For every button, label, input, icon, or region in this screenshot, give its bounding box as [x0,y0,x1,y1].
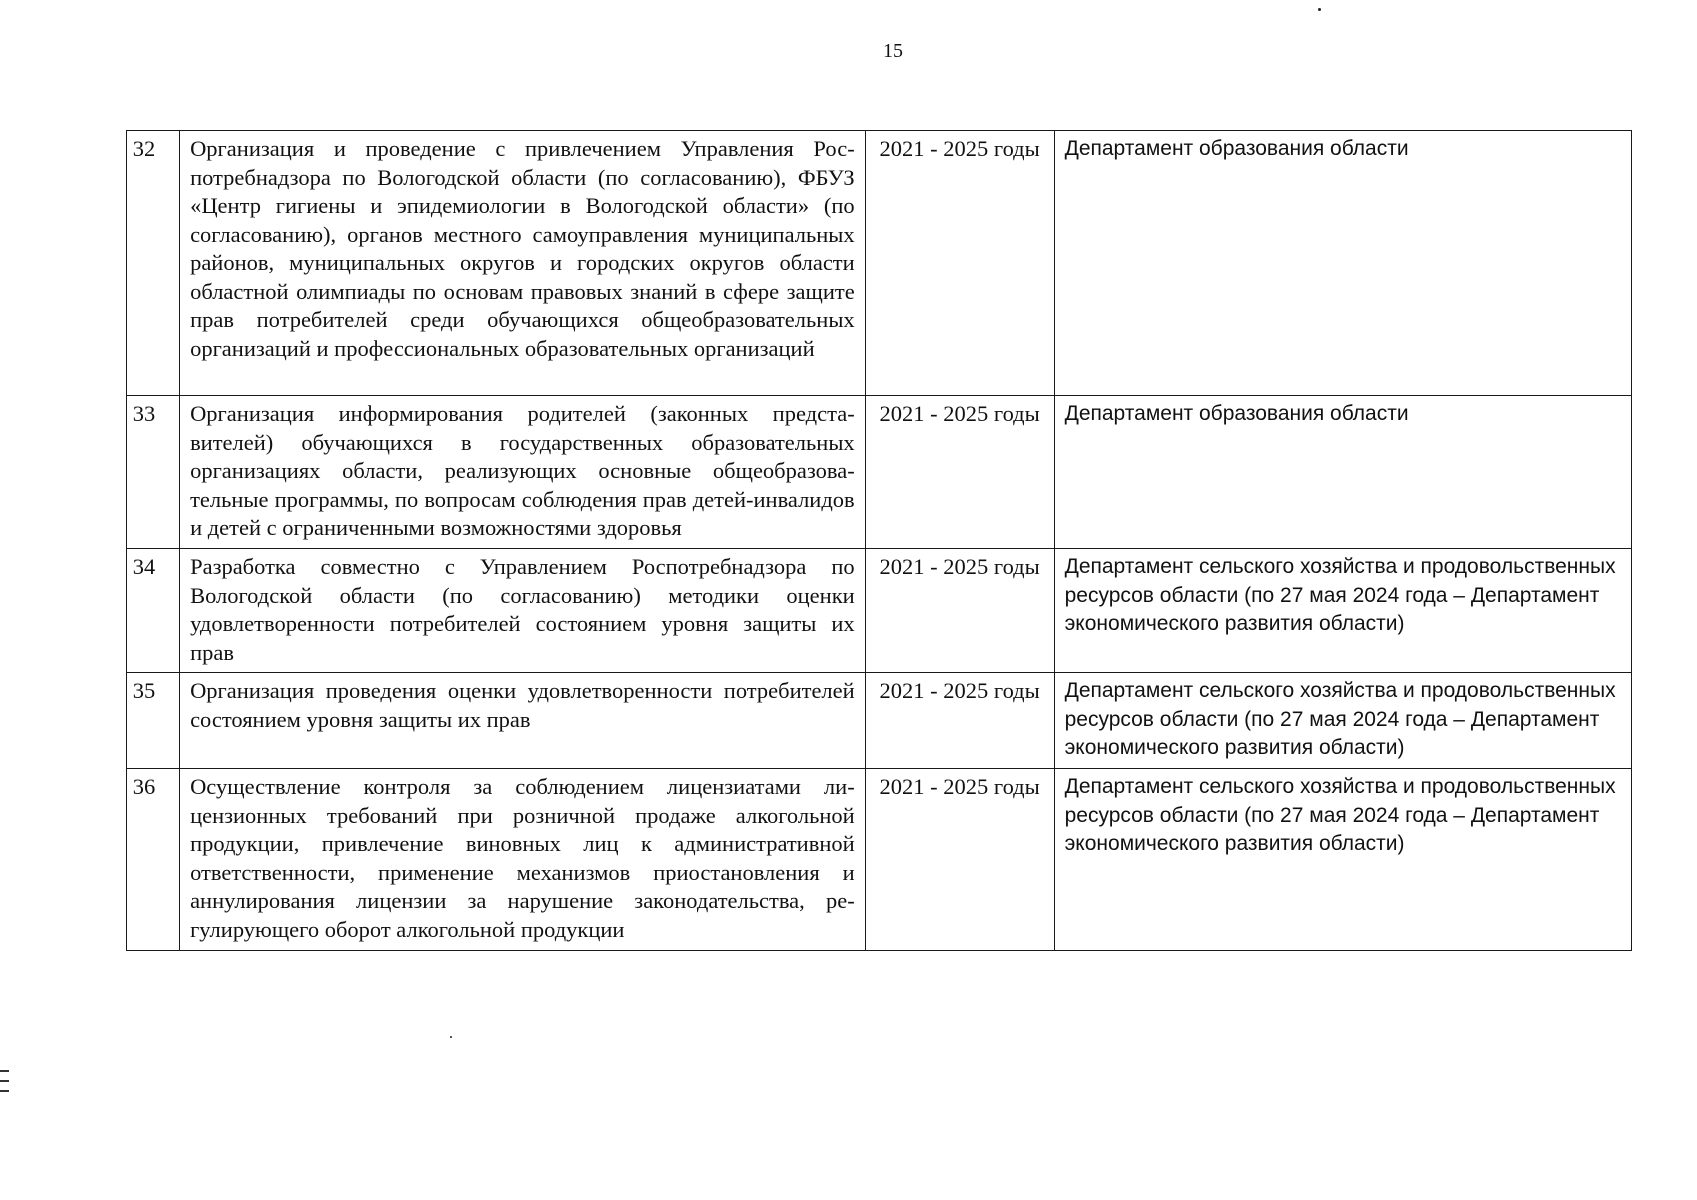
row-number: 34 [127,549,180,673]
table-row [127,769,1632,951]
row-number: 35 [127,673,180,769]
measure-description: Организация проведения оценки удовлетворенности потребителей состоянием уровня защиты их прав [180,673,866,769]
implementation-period: 2021 - 2025 годы [865,396,1054,549]
implementation-period: 2021 - 2025 годы [865,131,1054,396]
table-row [127,673,1632,769]
responsible-executor: Департамент сельского хозяйства и продовольственных ресурсов области (по 27 мая 2024 года – Департамент экономического развития области) [1054,549,1631,673]
scan-speck [450,1036,452,1038]
row-number: 32 [127,131,180,396]
responsible-executor: Департамент образования области [1054,396,1631,549]
responsible-executor: Департамент сельского хозяйства и продовольственных ресурсов области (по 27 мая 2024 года – Департамент экономического развития области) [1054,673,1631,769]
responsible-executor: Департамент образования области [1054,131,1631,396]
implementation-period: 2021 - 2025 годы [865,673,1054,769]
measure-description: Осуществление контроля за соблюдением лицензиатами лицензионных требований при розничной продаже алкогольной продукции, привлечение виновных лиц к административной ответственности, применение механизмов приостановления и аннулирования лицензии за нарушение законодательства, регулирующего оборот алкогольной продукции [180,769,866,951]
row-number: 33 [127,396,180,549]
scan-edge-mark [0,1090,9,1092]
implementation-period: 2021 - 2025 годы [865,769,1054,951]
table-row [127,396,1632,549]
page-number: 15 [883,40,903,62]
scan-speck [1318,8,1321,11]
table-row [127,131,1632,396]
implementation-period: 2021 - 2025 годы [865,549,1054,673]
scan-edge-mark [0,1070,9,1072]
scan-edge-mark [0,1080,9,1082]
measure-description: Разработка совместно с Управлением Роспотребнадзора по Вологодской области (по согласованию) методики оценки удовлетворенности потребителей состоянием уровня защиты их прав [180,549,866,673]
responsible-executor: Департамент сельского хозяйства и продовольственных ресурсов области (по 27 мая 2024 года – Департамент экономического развития области) [1054,769,1631,951]
row-number: 36 [127,769,180,951]
measure-description: Организация информирования родителей (законных представителей) обучающихся в государственных образовательных организациях области, реализующих основные общеобразовательные программы, по вопросам соблюдения прав детей-инвалидов и детей с ограниченными возможностями здоровья [180,396,866,549]
measure-description: Организация и проведение с привлечением Управления Роспотребнадзора по Вологодской области (по согласованию), ФБУЗ «Центр гигиены и эпидемиологии в Вологодской области» (по согласованию), органов местного самоуправления муниципальных районов, муниципальных округов и городских округов области областной олимпиады по основам правовых знаний в сфере защите прав потребителей среди обучающихся общеобразовательных организаций и профессиональных образовательных организаций [180,131,866,396]
table-row [127,549,1632,673]
measures-table [126,130,1632,951]
